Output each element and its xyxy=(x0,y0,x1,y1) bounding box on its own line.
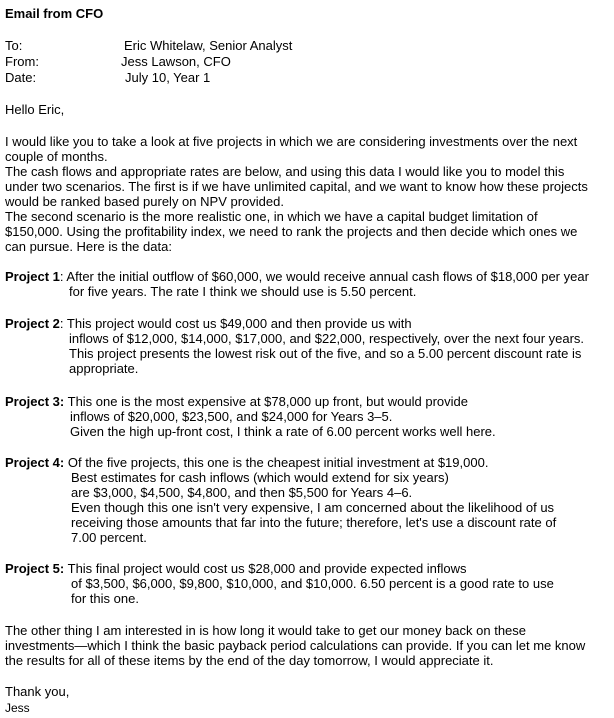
signature: Jess xyxy=(5,701,30,715)
project-line: are $3,000, $4,500, $4,800, and then $5,500 for Years 4–6. xyxy=(71,485,413,500)
greeting: Hello Eric, xyxy=(5,102,65,117)
email-document xyxy=(5,6,609,716)
project-3 xyxy=(5,394,609,439)
project-text: : After the initial outflow of $60,000, we would receive annual cash flows of $18,000 per year xyxy=(59,269,589,284)
closing-line: The other thing I am interested in is how long it would take to get our money back on these xyxy=(5,623,527,638)
project-line xyxy=(5,455,609,470)
intro-line: under two scenarios. The first is if we have unlimited capital, and we want to know how these projects xyxy=(5,179,588,194)
project-line xyxy=(5,269,609,284)
project-line: for five years. The rate I think we should use is 5.50 percent. xyxy=(69,284,417,299)
email-title: Email from CFO xyxy=(5,6,104,21)
project-text: Of the five projects, this one is the cheapest initial investment at $19,000. xyxy=(64,455,489,470)
header-row-to xyxy=(5,38,609,54)
project-2 xyxy=(5,316,609,376)
project-1 xyxy=(5,269,609,299)
project-line: of $3,500, $6,000, $9,800, $10,000, and $10,000. 6.50 percent is a good rate to use xyxy=(71,576,554,591)
header-label: From: xyxy=(5,54,39,69)
project-line: Even though this one isn't very expensive, I am concerned about the likelihood of us xyxy=(71,500,555,515)
project-label: Project 5: xyxy=(5,561,65,576)
intro-line: The cash flows and appropriate rates are below, and using this data I would like you to model this xyxy=(5,164,565,179)
project-text: : This project would cost us $49,000 and then provide us with xyxy=(59,316,412,331)
project-text: This final project would cost us $28,000 and provide expected inflows xyxy=(64,561,467,576)
project-label: Project 1 xyxy=(5,269,60,284)
email-header xyxy=(5,38,609,86)
project-label: Project 4: xyxy=(5,455,65,470)
intro-line: couple of months. xyxy=(5,149,108,164)
project-line: inflows of $12,000, $14,000, $17,000, and $22,000, respectively, over the next four years. xyxy=(69,331,585,346)
project-line: 7.00 percent. xyxy=(71,530,147,545)
project-line: appropriate. xyxy=(69,361,139,376)
header-label: To: xyxy=(5,38,23,53)
project-line xyxy=(5,394,609,409)
project-line: This project presents the lowest risk out of the five, and so a 5.00 percent discount rate is xyxy=(69,346,582,361)
project-line: for this one. xyxy=(71,591,139,606)
intro-line: would be ranked based purely on NPV provided. xyxy=(5,194,284,209)
intro-paragraph xyxy=(5,134,609,254)
header-value: Jess Lawson, CFO xyxy=(121,54,231,69)
closing-line: the results for all of these items by the end of the day tomorrow, I would appreciate it. xyxy=(5,653,494,668)
header-value: Eric Whitelaw, Senior Analyst xyxy=(124,38,293,53)
header-label: Date: xyxy=(5,70,37,85)
project-label: Project 2 xyxy=(5,316,60,331)
project-line xyxy=(5,561,609,576)
header-row-from xyxy=(5,54,609,70)
project-line: Given the high up-front cost, I think a rate of 6.00 percent works well here. xyxy=(70,424,496,439)
intro-line: $150,000. Using the profitability index, we need to rank the projects and then decide which ones we xyxy=(5,224,578,239)
intro-line: I would like you to take a look at five projects in which we are considering investments over the next xyxy=(5,134,578,149)
header-row-date xyxy=(5,70,609,86)
intro-line: can pursue. Here is the data: xyxy=(5,239,172,254)
signoff: Thank you, xyxy=(5,684,70,699)
project-line: inflows of $20,000, $23,500, and $24,000 for Years 3–5. xyxy=(70,409,393,424)
closing-paragraph xyxy=(5,623,609,668)
closing-line: investments—which I think the basic payback period calculations can provide. If you can let me know xyxy=(5,638,586,653)
project-text: This one is the most expensive at $78,000 up front, but would provide xyxy=(64,394,468,409)
project-label: Project 3: xyxy=(5,394,65,409)
project-4 xyxy=(5,455,609,545)
project-line: receiving those amounts that far into the future; therefore, let's use a discount rate of xyxy=(71,515,557,530)
project-line: Best estimates for cash inflows (which would extend for six years) xyxy=(71,470,449,485)
project-line xyxy=(5,316,609,331)
intro-line: The second scenario is the more realistic one, in which we have a capital budget limitation of xyxy=(5,209,538,224)
header-value: July 10, Year 1 xyxy=(125,70,211,85)
project-5 xyxy=(5,561,609,606)
